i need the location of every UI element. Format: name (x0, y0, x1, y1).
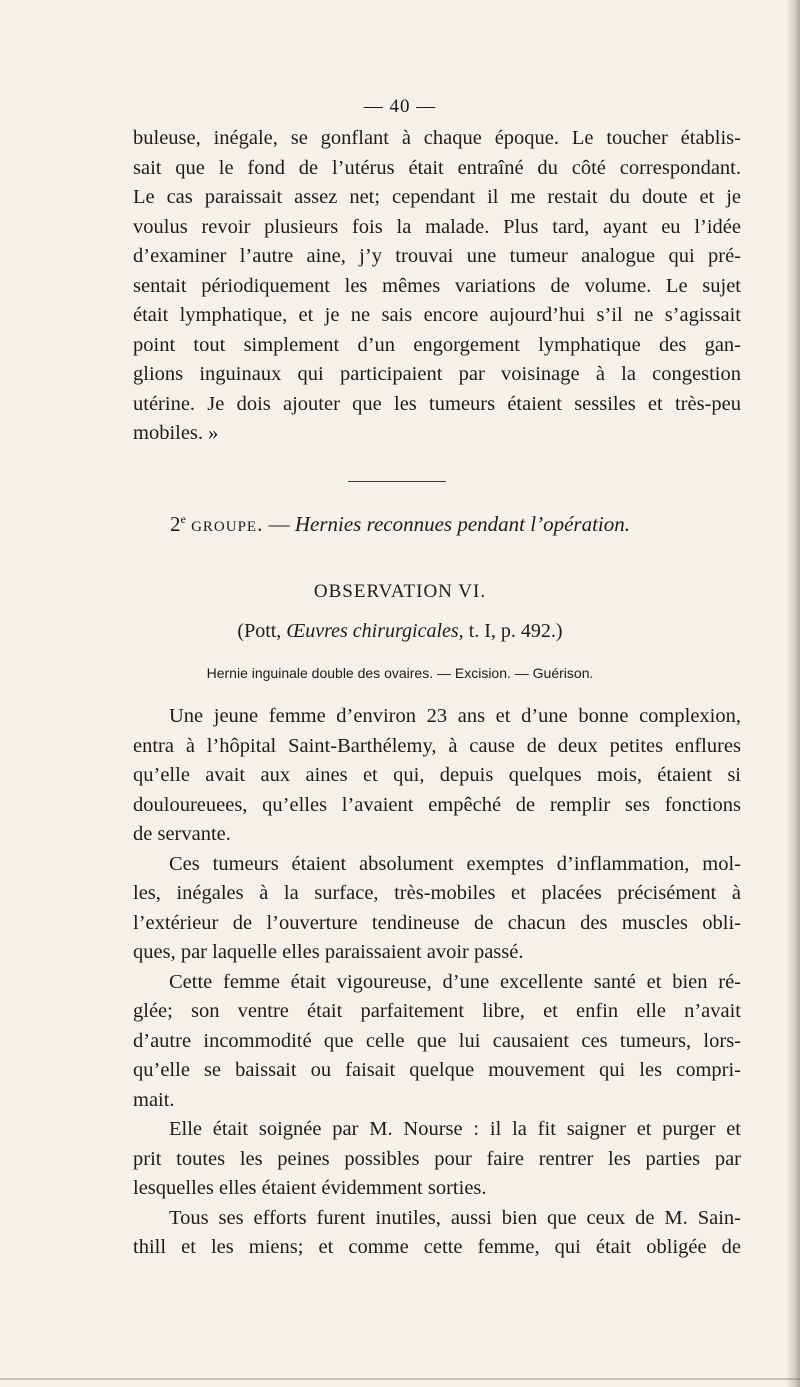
text-line: Tous ses efforts furent inutiles, aussi bien que ceux de M. Sain- (169, 1206, 741, 1229)
text-line: Elle était soignée par M. Nourse : il la fit saigner et purger et (169, 1118, 741, 1140)
text-line: d’examiner l’autre aine, j’y trouvai une tumeur analogue qui pré- (133, 245, 741, 267)
bottom-edge (0, 1378, 800, 1380)
text-line: était lymphatique, et je ne sais encore aujourd’hui s’il ne s’agissait (133, 304, 741, 326)
text-line: qu’elle avait aux aines et qui, depuis quelques mois, étaient si (133, 764, 741, 786)
group-dash: — (268, 512, 290, 536)
group-number-superscript: e (180, 512, 186, 526)
observation-title: OBSERVATION VI. (313, 581, 487, 602)
page-edge-shadow (786, 0, 800, 1387)
citation (0, 620, 800, 643)
text-line: mobiles. » (133, 422, 219, 444)
text-line: utérine. Je dois ajouter que les tumeurs étaient sessiles et très-peu (133, 392, 741, 415)
text-line: d’autre incommodité que celle que lui causaient ces tumeurs, lors- (133, 1029, 741, 1052)
paragraph-continued (133, 124, 741, 449)
text-line: lesquelles elles étaient évidemment sorties. (133, 1177, 487, 1199)
section-divider (348, 481, 446, 482)
group-heading (0, 512, 800, 537)
page-number: — 40 — (363, 96, 437, 117)
text-line: Le cas paraissait assez net; cependant il me restait du doute et je (133, 186, 741, 208)
text-line: Ces tumeurs étaient absolument exemptes d’inflammation, mol- (169, 852, 741, 875)
group-number: 2 (169, 512, 181, 536)
text-line: sait que le fond de l’utérus était entraîné du côté correspondant. (133, 156, 741, 179)
paragraph (133, 702, 741, 1263)
citation-reference: t. I, p. 492.) (468, 620, 563, 642)
text-line: sentait périodiquement les mêmes variations de volume. Le sujet (133, 274, 741, 297)
text-line: l’extérieur de l’ouverture tendineuse de chacun des muscles obli- (133, 911, 741, 934)
text-line: de servante. (133, 823, 231, 845)
text-line: buleuse, inégale, se gonflant à chaque époque. Le toucher établis- (133, 127, 741, 149)
group-label: groupe. (191, 512, 264, 536)
text-line: point tout simplement d’un engorgement lymphatique des gan- (133, 333, 741, 356)
text-line: douloureuees, qu’elles l’avaient empêché de remplir ses fonctions (133, 793, 741, 816)
citation-work: Œuvres chirurgicales, (286, 620, 464, 642)
group-title: Hernies reconnues pendant l’opération. (294, 512, 630, 536)
text-line: ques, par laquelle elles paraissaient avoir passé. (133, 941, 524, 963)
citation-author: (Pott, (237, 620, 282, 642)
text-line: mait. (133, 1088, 175, 1111)
case-summary: Hernie inguinale double des ovaires. — Excision. — Guérison. (206, 665, 594, 681)
text-line: Cette femme était vigoureuse, d’une excellente santé et bien ré- (169, 970, 741, 993)
text-line: thill et les miens; et comme cette femme, qui était obligée de (133, 1236, 741, 1258)
text-line: glions inguinaux qui participaient par voisinage à la congestion (133, 363, 741, 385)
text-line: Une jeune femme d’environ 23 ans et d’une bonne complexion, (169, 705, 741, 727)
text-line: qu’elle se baissait ou faisait quelque mouvement qui les compri- (133, 1059, 741, 1081)
text-line: voulus revoir plusieurs fois la malade. Plus tard, ayant eu l’idée (133, 215, 741, 238)
text-line: glée; son ventre était parfaitement libre, et enfin elle n’avait (133, 1000, 741, 1022)
text-line: les, inégales à la surface, très-mobiles et placées précisément à (133, 882, 741, 904)
text-line: prit toutes les peines possibles pour faire rentrer les parties par (133, 1147, 741, 1170)
text-line: entra à l’hôpital Saint-Barthélemy, à cause de deux petites enflures (133, 734, 741, 757)
